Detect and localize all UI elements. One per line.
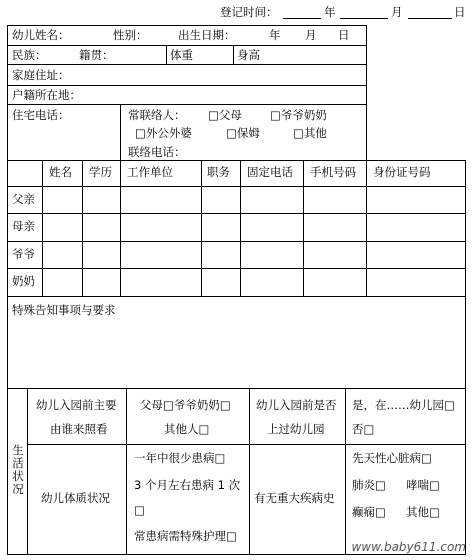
height-label: 身高 [237, 48, 260, 62]
native-place-label: 籍贯： [79, 48, 114, 62]
kindergarten-answer-line1[interactable]: 是，在……幼儿园□ [352, 398, 455, 412]
reg-year-label: 年 [324, 5, 336, 19]
option-maternal-grandparents[interactable]: □外公外婆 [135, 126, 192, 140]
reg-year-blank [283, 18, 321, 19]
caregiver-question-line2: 由谁来照看 [50, 422, 108, 436]
registration-time-label: 登记时间： [220, 5, 278, 19]
health-answer-quarterly-box[interactable]: □ [134, 503, 145, 517]
contact-phone-label: 联络电话： [128, 145, 186, 159]
header-education: 学历 [89, 165, 112, 179]
contact-person-label: 常联络人： [128, 108, 186, 122]
ethnicity-label: 民族： [12, 48, 47, 62]
reg-month-blank [340, 18, 388, 19]
header-landline: 固定电话 [247, 165, 293, 179]
weight-label: 体重 [170, 48, 193, 62]
dob-label: 出生日期： [178, 28, 236, 42]
row-mother: 母亲 [12, 219, 35, 233]
option-nanny[interactable]: □保姆 [226, 126, 260, 140]
reg-month-label: 月 [391, 5, 403, 19]
home-address-label: 家庭住址： [12, 68, 70, 82]
disease-congenital-heart[interactable]: 先天性心脏病□ [352, 451, 432, 465]
dob-month-label: 月 [305, 28, 317, 42]
health-answer-quarterly[interactable]: 3 个月左右患病 1 次 [134, 478, 241, 492]
disease-history-question: 有无重大疾病史 [254, 491, 335, 505]
kindergarten-question-line2: 上过幼儿园 [267, 422, 325, 436]
header-id-number: 身份证号码 [373, 165, 431, 179]
row-grandmother: 奶奶 [12, 274, 35, 288]
caregiver-answer-line2[interactable]: 其他人□ [164, 422, 210, 436]
option-other[interactable]: □其他 [293, 126, 327, 140]
disease-asthma[interactable]: 哮喘□ [406, 478, 440, 492]
disease-other[interactable]: 其他□ [406, 505, 440, 519]
header-position: 职务 [207, 165, 230, 179]
dob-year-label: 年 [269, 28, 281, 42]
option-parents[interactable]: □父母 [208, 108, 242, 122]
row-grandfather: 爷爷 [12, 247, 35, 261]
option-paternal-grandparents[interactable]: □爷爷奶奶 [270, 108, 327, 122]
header-workplace: 工作单位 [127, 165, 173, 179]
life-status-vertical-label: 生活状况 [12, 443, 24, 496]
row-father: 父亲 [12, 192, 35, 206]
gender-label: 性别： [113, 28, 148, 42]
reg-day-label: 日 [454, 5, 466, 19]
caregiver-answer-line1[interactable]: 父母□爷爷奶奶□ [140, 398, 231, 412]
caregiver-question-line1: 幼儿入园前主要 [36, 398, 117, 412]
header-name: 姓名 [49, 165, 72, 179]
health-answer-special-care[interactable]: 常患病需特殊护理□ [134, 529, 237, 543]
health-answer-rarely[interactable]: 一年中很少患病□ [134, 451, 226, 465]
kindergarten-question-line1: 幼儿入园前是否 [256, 398, 337, 412]
child-name-label: 幼儿姓名： [12, 28, 70, 42]
hukou-label: 户籍所在地： [12, 88, 81, 102]
dob-day-label: 日 [338, 28, 350, 42]
special-notes-label: 特殊告知事项与要求 [12, 303, 116, 317]
disease-pneumonia[interactable]: 肺炎□ [352, 478, 386, 492]
header-mobile: 手机号码 [310, 165, 356, 179]
health-question: 幼儿体质状况 [41, 491, 110, 505]
reg-day-blank [408, 18, 452, 19]
watermark: www.baby611.com [351, 540, 466, 554]
disease-epilepsy[interactable]: 癫痫□ [352, 505, 386, 519]
kindergarten-answer-line2[interactable]: 否□ [352, 422, 375, 436]
home-phone-label: 住宅电话： [12, 108, 70, 122]
